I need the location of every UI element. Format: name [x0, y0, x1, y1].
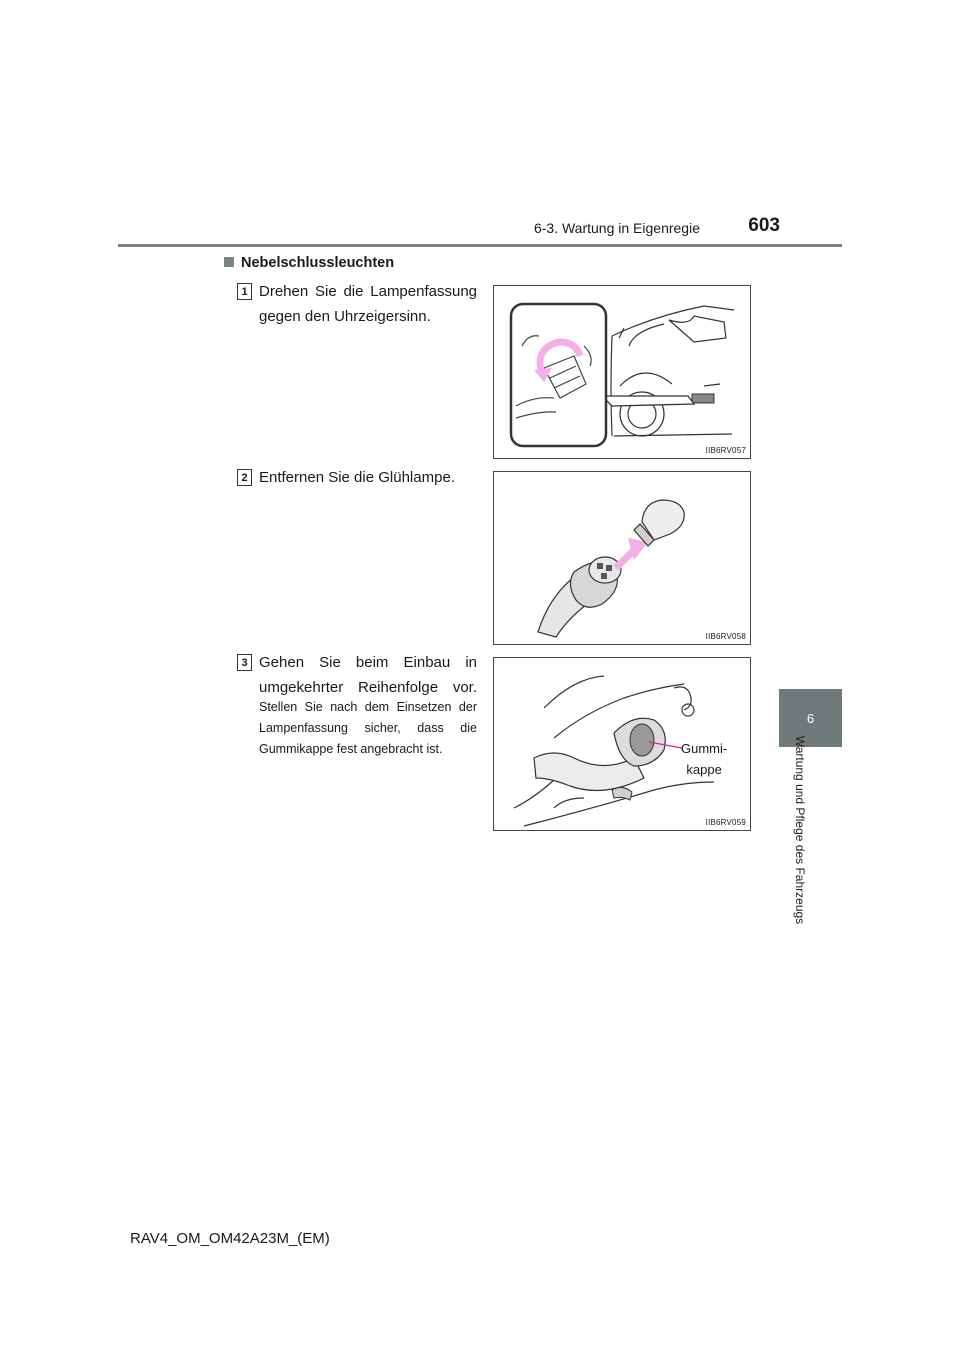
bulb-removal-illustration	[494, 472, 750, 644]
fog-lamp-socket-illustration	[494, 286, 750, 458]
chapter-label: Wartung und Pflege des Fahrzeugs	[793, 735, 807, 925]
step-2-text: Entfernen Sie die Glühlampe.	[259, 469, 455, 486]
figure-code: IIB6RV057	[705, 446, 746, 455]
header-rule	[118, 244, 842, 247]
step-number-3: 3	[237, 654, 252, 671]
step-number-2: 2	[237, 469, 252, 486]
square-bullet-icon	[224, 257, 234, 267]
step-3-text: Gehen Sie beim Einbau in umgekehrter Reihenfolge vor.	[259, 654, 477, 696]
chapter-tab[interactable]	[779, 689, 842, 747]
document-id: RAV4_OM_OM42A23M_(EM)	[130, 1230, 330, 1247]
figure-code: IIB6RV059	[705, 818, 746, 827]
figure-code: IIB6RV058	[705, 632, 746, 641]
step-1-text: Drehen Sie die Lampenfassung gegen den Uhrzeigersinn.	[259, 283, 477, 325]
step-number-1: 1	[237, 283, 252, 300]
section-title: 6-3. Wartung in Eigenregie	[533, 220, 700, 236]
figure-step-1	[493, 285, 751, 459]
section-heading: Nebelschlussleuchten	[224, 255, 394, 271]
chapter-number: 6	[806, 710, 815, 726]
page-number: 603	[748, 215, 780, 236]
step-3-note: Stellen Sie nach dem Einsetzen der Lampenfassung sicher, dass die Gummikappe fest angebracht ist.	[259, 700, 477, 756]
rubber-cap-callout: Gummi- kappe	[681, 741, 728, 777]
figure-step-2	[493, 471, 751, 645]
figure-step-3	[493, 657, 751, 831]
